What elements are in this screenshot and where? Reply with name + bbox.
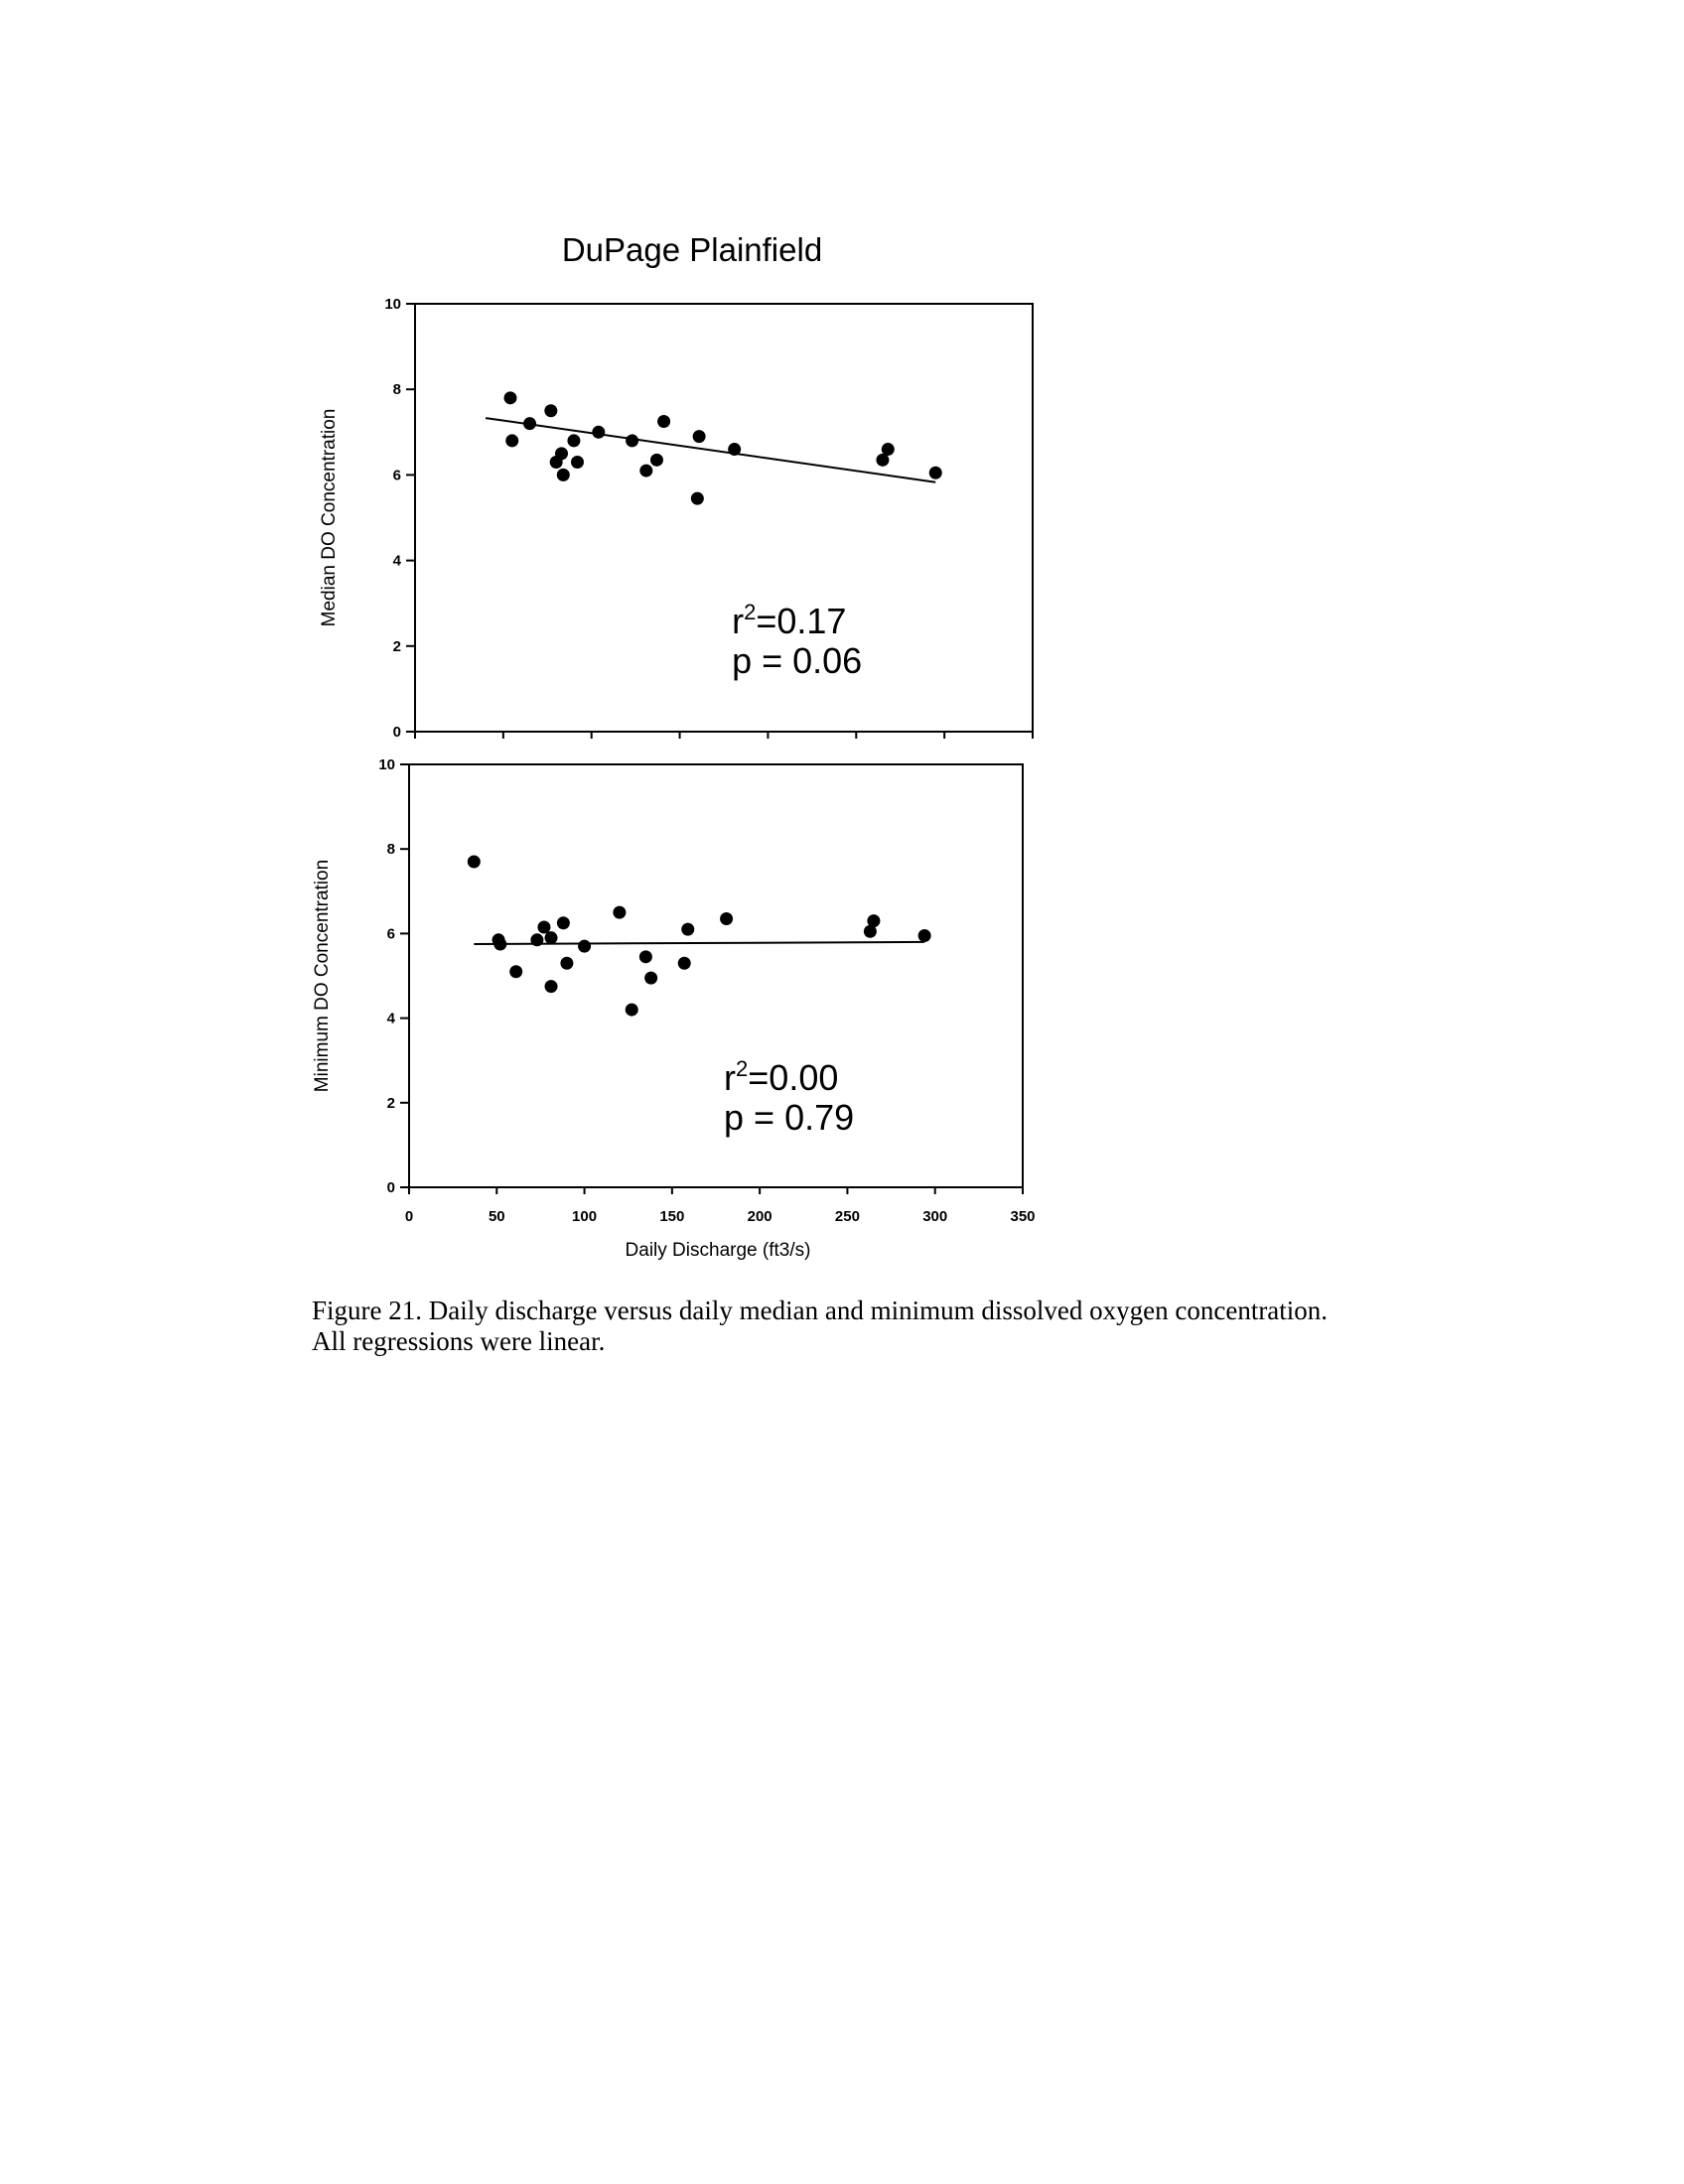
y-tick-label: 8	[392, 381, 401, 399]
y-tick-label: 4	[386, 1010, 395, 1027]
regression-line	[486, 418, 935, 482]
data-point	[657, 415, 670, 428]
x-axis-label: Daily Discharge (ft3/s)	[625, 1240, 811, 1261]
y-tick-label: 0	[386, 1179, 395, 1196]
x-tick-label: 150	[659, 1208, 685, 1225]
y-axis-label: Minimum DO Concentration	[312, 859, 333, 1093]
p-value-annotation: p = 0.06	[732, 639, 863, 681]
y-tick-label: 0	[392, 724, 401, 741]
y-axis-label: Median DO Concentration	[319, 408, 340, 627]
r-squared-annotation: $r^2=0.00$	[724, 1056, 839, 1099]
data-point	[918, 929, 931, 942]
data-point	[567, 434, 580, 447]
data-point	[503, 391, 516, 404]
data-point	[493, 938, 506, 951]
y-tick-label: 2	[386, 1094, 395, 1112]
x-tick-label: 50	[488, 1208, 505, 1225]
data-point	[650, 454, 663, 467]
data-point	[681, 923, 694, 936]
data-point	[867, 914, 880, 927]
median-do-panel	[319, 296, 1033, 741]
x-tick-label: 100	[572, 1208, 598, 1225]
y-tick-label: 6	[392, 467, 401, 484]
p-value-annotation: p = 0.79	[724, 1097, 855, 1139]
data-point	[557, 916, 570, 929]
data-point	[639, 465, 652, 478]
data-point	[678, 957, 691, 970]
data-point	[720, 912, 733, 925]
data-point	[555, 447, 568, 460]
x-tick-label: 250	[834, 1208, 860, 1225]
y-tick-label: 10	[378, 756, 395, 773]
data-point	[691, 492, 704, 505]
data-point	[560, 957, 573, 970]
minimum-do-panel	[312, 756, 1036, 1225]
data-point	[505, 434, 518, 447]
r-squared-annotation: $r^2=0.17$	[732, 599, 847, 641]
data-point	[557, 469, 570, 481]
data-point	[523, 417, 536, 430]
data-point	[728, 443, 741, 456]
y-tick-label: 10	[384, 296, 401, 313]
data-point	[693, 430, 706, 443]
y-tick-label: 6	[386, 925, 395, 943]
data-point	[571, 456, 584, 469]
data-point	[613, 906, 626, 919]
data-point	[929, 467, 942, 479]
x-tick-label: 350	[1010, 1208, 1036, 1225]
data-point	[626, 1004, 638, 1017]
data-point	[592, 426, 605, 439]
x-tick-label: 0	[404, 1208, 414, 1225]
plot-frame	[409, 764, 1023, 1187]
y-tick-label: 2	[392, 637, 401, 655]
data-point	[639, 950, 652, 963]
data-point	[509, 965, 522, 978]
data-point	[626, 434, 638, 447]
data-point	[644, 972, 657, 985]
data-point	[537, 921, 550, 934]
data-point	[578, 940, 591, 953]
chart-title: DuPage Plainfield	[561, 231, 823, 268]
y-tick-label: 8	[386, 841, 395, 859]
x-tick-label: 200	[747, 1208, 772, 1225]
data-point	[530, 933, 543, 946]
data-point	[544, 404, 557, 417]
data-point	[882, 443, 895, 456]
data-point	[545, 980, 558, 993]
plot-frame	[415, 304, 1033, 732]
data-point	[468, 855, 481, 868]
x-tick-label: 300	[922, 1208, 948, 1225]
data-point	[545, 931, 558, 944]
y-tick-label: 4	[392, 552, 401, 570]
figure-caption: Figure 21. Daily discharge versus daily median and minimum dissolved oxygen concentration. All regressions were linear.	[312, 1296, 1329, 1356]
